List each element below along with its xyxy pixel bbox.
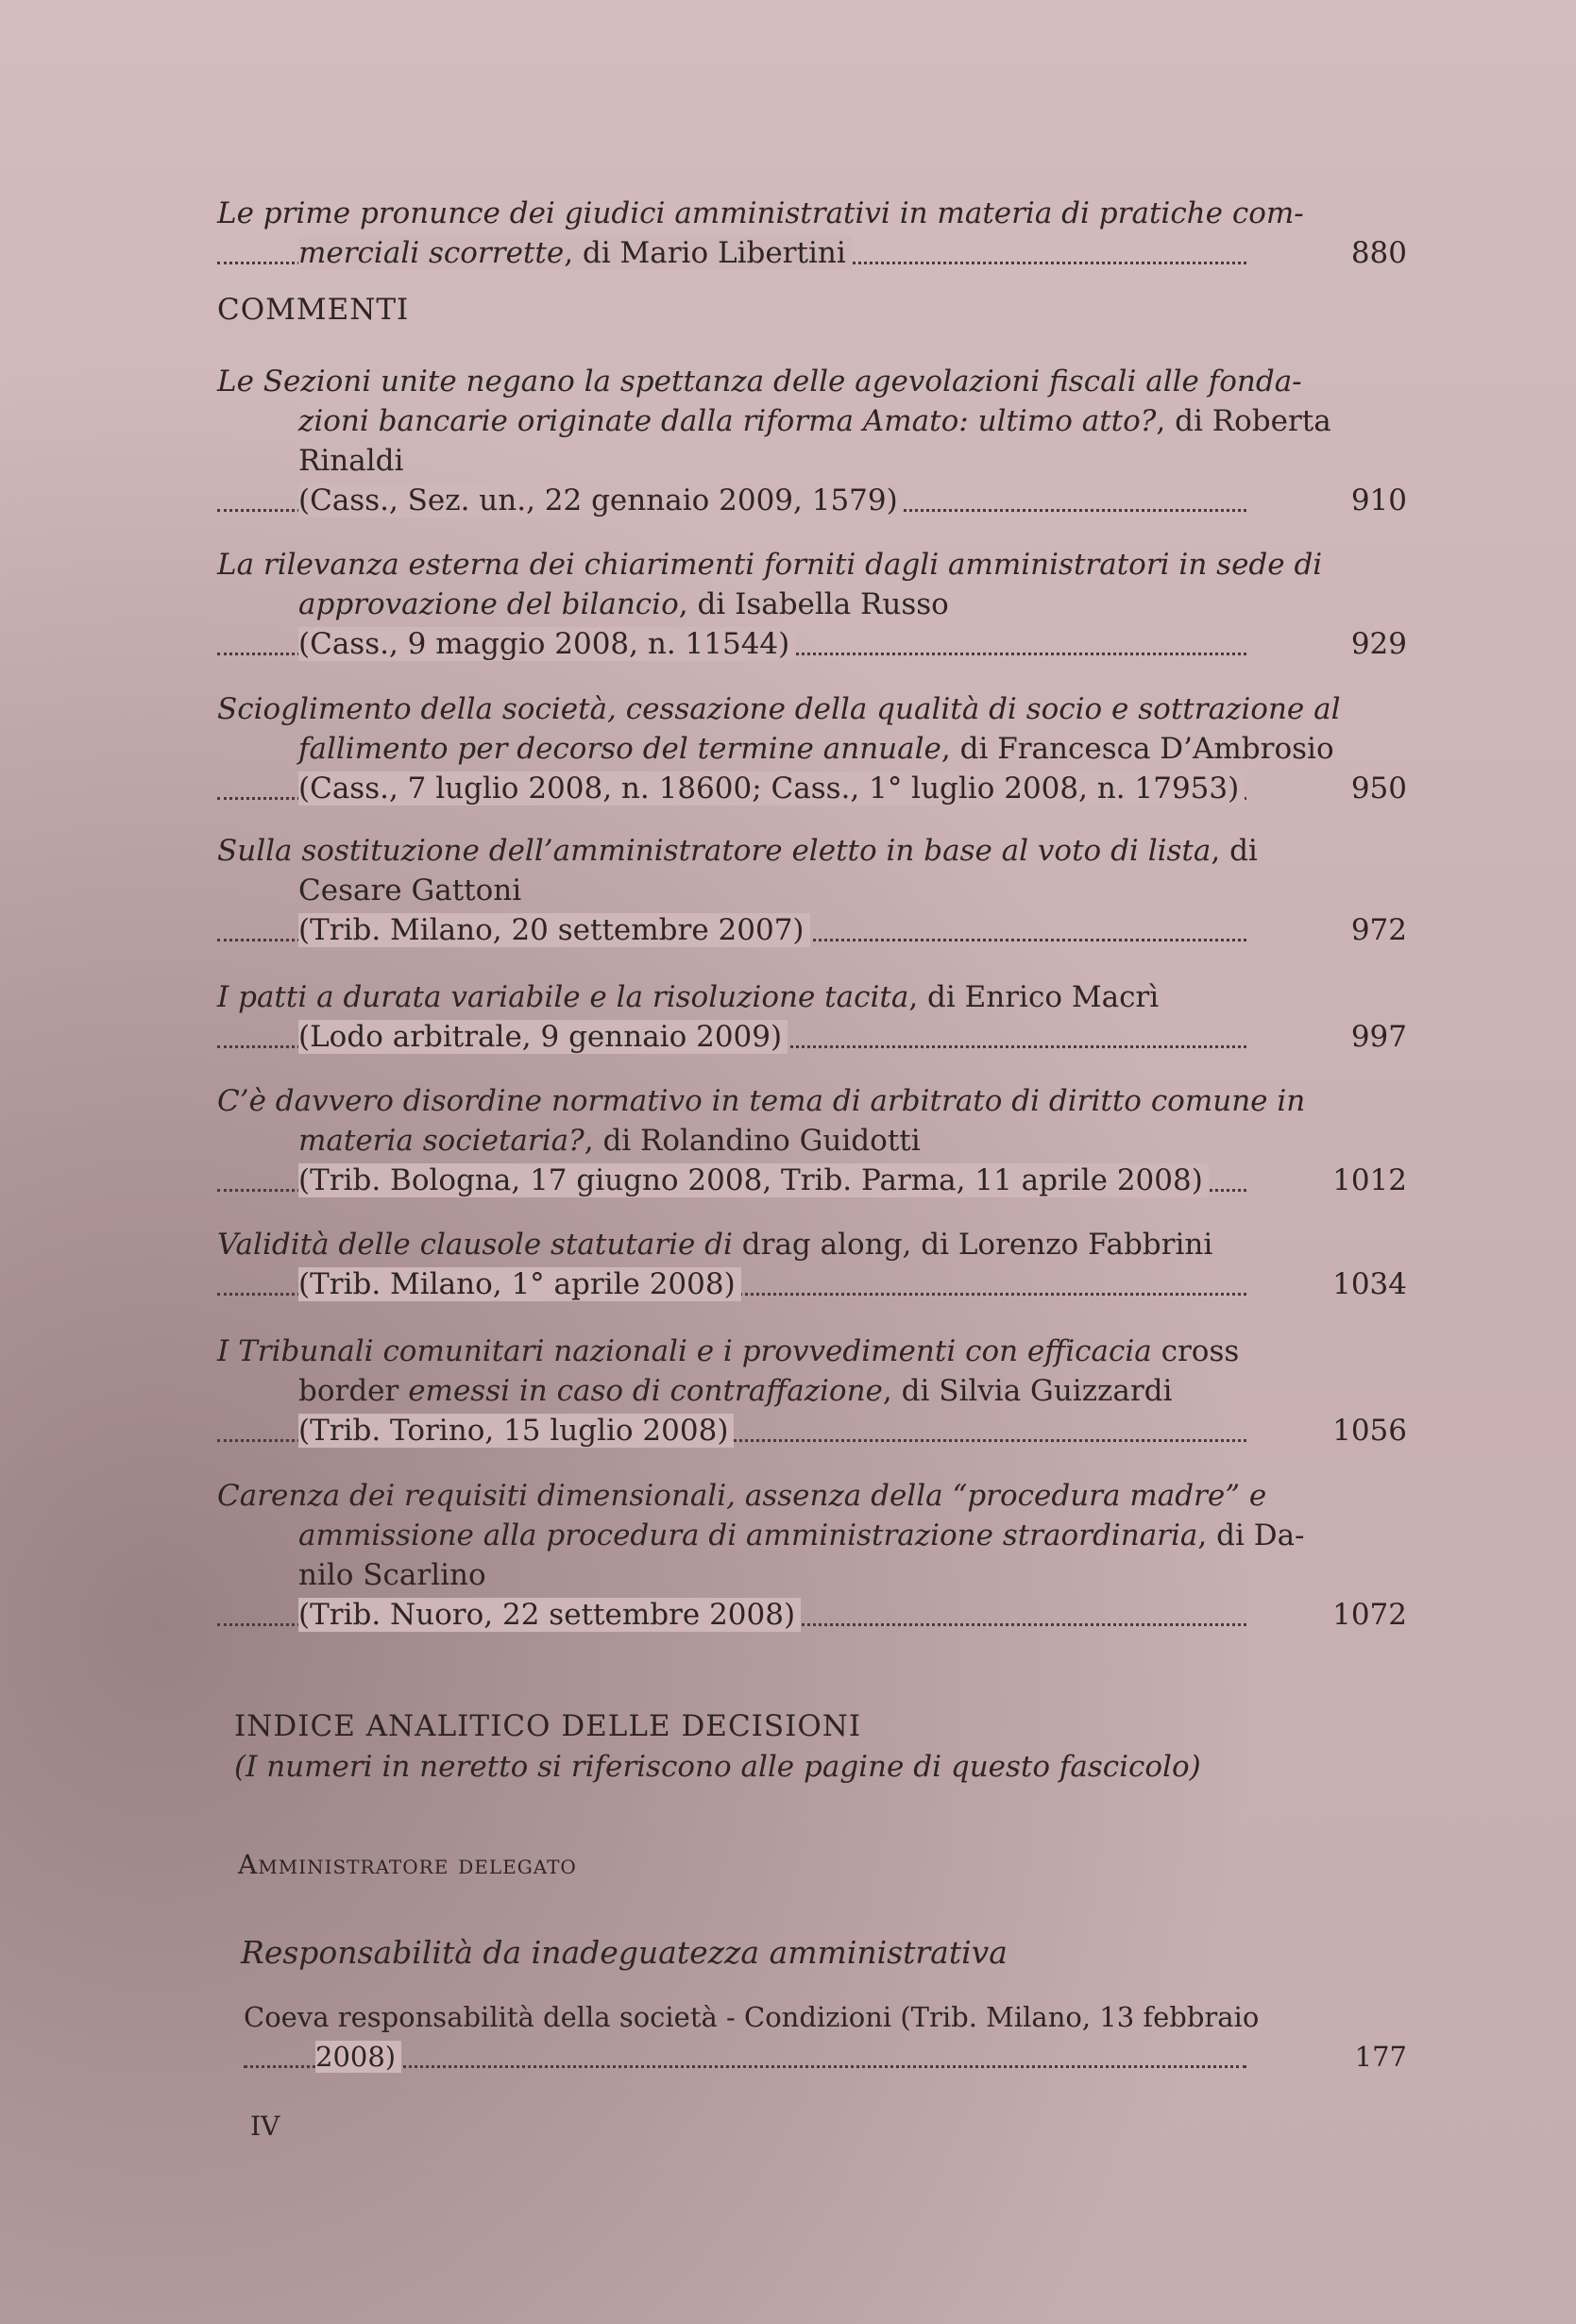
entry-author: , di Roberta [1156, 404, 1331, 438]
entry-author: , di [1211, 834, 1258, 868]
entry-reference: (Trib. Nuoro, 22 settembre 2008) [298, 1598, 801, 1632]
entry-title-line: approvazione del bilancio [298, 587, 679, 621]
entry-author-line: nilo Scarlino [298, 1558, 486, 1592]
entry-page-number: 972 [1350, 913, 1407, 947]
toc-entry [217, 362, 1407, 520]
entry-page-number: 1012 [1332, 1163, 1407, 1197]
entry-author: , di Rolandino Guidotti [584, 1124, 921, 1158]
index-item-line: 2008) [315, 2041, 401, 2073]
entry-reference: (Trib. Bologna, 17 giugno 2008, Trib. Parma, 11 aprile 2008) [298, 1163, 1209, 1197]
entry-author: , di Da- [1197, 1518, 1305, 1552]
entry-author: , di Enrico Macrì [908, 980, 1160, 1014]
entry-title-line: ammissione alla procedura di amministrazione straordinaria [298, 1518, 1198, 1552]
entry-title-line: fallimento per decorso del termine annuale [298, 732, 941, 766]
toc-entry [217, 1225, 1407, 1304]
entry-title-line: Carenza dei requisiti dimensionali, assenza della “procedura madre” e [217, 1479, 1267, 1513]
entry-reference: (Trib. Torino, 15 luglio 2008) [298, 1414, 734, 1448]
entry-reference: (Cass., 9 maggio 2008, n. 11544) [298, 627, 795, 661]
entry-author: , di Isabella Russo [678, 587, 949, 621]
index-item-line: Coeva responsabilità della società - Condizioni (Trib. Milano, 13 febbraio [244, 2001, 1260, 2033]
entry-title-line: I Tribunali comunitari nazionali e i provvedimenti con efficacia [217, 1334, 1152, 1368]
entry-author-line: Cesare Gattoni [298, 874, 522, 908]
toc-entry [217, 831, 1407, 950]
toc-entry-libertini [217, 194, 1407, 273]
entry-page-number: 997 [1350, 1020, 1407, 1054]
entry-title-term: cross [1151, 1334, 1240, 1368]
index-subtitle: (I numeri in neretto si riferiscono alle pagine di questo fascicolo) [234, 1750, 1201, 1784]
toc-entry [217, 977, 1407, 1057]
entry-author-line: Rinaldi [298, 444, 404, 478]
entry-title-line: C’è davvero disordine normativo in tema di arbitrato di diritto comune in [217, 1084, 1306, 1118]
index-subcategory: Responsabilità da inadeguatezza amministrativa [241, 1934, 1008, 1971]
toc-entry [217, 1081, 1407, 1200]
entry-reference: (Trib. Milano, 1° aprile 2008) [298, 1267, 741, 1301]
entry-author: , di Silvia Guizzardi [882, 1374, 1173, 1408]
toc-entry [217, 1332, 1407, 1450]
section-heading-commenti: COMMENTI [217, 293, 410, 327]
toc-entry [217, 545, 1407, 664]
entry-title-term: drag along [732, 1228, 903, 1262]
entry-title-line: Le Sezioni unite negano la spettanza delle agevolazioni fiscali alle fonda- [217, 365, 1302, 399]
entry-title-line: I patti a durata variabile e la risoluzione tacita [217, 980, 909, 1014]
entry-title-line: Validità delle clausole statutarie di [217, 1228, 733, 1262]
page-folio: IV [250, 2111, 280, 2142]
toc-entry [217, 689, 1407, 808]
entry-page-number: 1072 [1332, 1598, 1407, 1632]
entry-title-line: Scioglimento della società, cessazione della qualità di socio e sottrazione al [217, 692, 1341, 726]
entry-title-line: La rilevanza esterna dei chiarimenti forniti dagli amministratori in sede di [217, 548, 1323, 582]
entry-title-line: Le prime pronunce dei giudici amministrativi in materia di pratiche com- [217, 196, 1304, 230]
index-item [244, 1997, 1407, 2077]
entry-author: , di Francesca D’Ambrosio [941, 732, 1334, 766]
entry-title-end: merciali scorrette [298, 236, 565, 270]
entry-author: , di Mario Libertini [564, 236, 846, 270]
entry-author: , di Lorenzo Fabbrini [902, 1228, 1213, 1262]
toc-entry [217, 1476, 1407, 1635]
entry-title-line: emessi in caso di contraffazione [398, 1374, 883, 1408]
entry-title-term: border [298, 1374, 399, 1408]
entry-page-number: 910 [1350, 483, 1407, 517]
entry-page-number: 1056 [1332, 1414, 1407, 1448]
index-title: INDICE ANALITICO DELLE DECISIONI [234, 1709, 862, 1743]
index-category: Amministratore delegato [238, 1849, 577, 1880]
entry-reference: (Trib. Milano, 20 settembre 2007) [298, 913, 810, 947]
entry-title-line: zioni bancarie originate dalla riforma Amato: ultimo atto? [298, 404, 1157, 438]
entry-reference: (Cass., 7 luglio 2008, n. 18600; Cass., 1° luglio 2008, n. 17953) [298, 772, 1245, 806]
index-item-page-number: 177 [1354, 2041, 1407, 2073]
entry-reference: (Cass., Sez. un., 22 gennaio 2009, 1579) [298, 483, 904, 517]
entry-page-number: 1034 [1332, 1267, 1407, 1301]
entry-page-number: 929 [1350, 627, 1407, 661]
entry-title-line: Sulla sostituzione dell’amministratore eletto in base al voto di lista [217, 834, 1212, 868]
entry-reference: (Lodo arbitrale, 9 gennaio 2009) [298, 1020, 788, 1054]
entry-title-line: materia societaria? [298, 1124, 585, 1158]
entry-page-number: 950 [1350, 772, 1407, 806]
entry-page-number: 880 [1350, 236, 1407, 270]
